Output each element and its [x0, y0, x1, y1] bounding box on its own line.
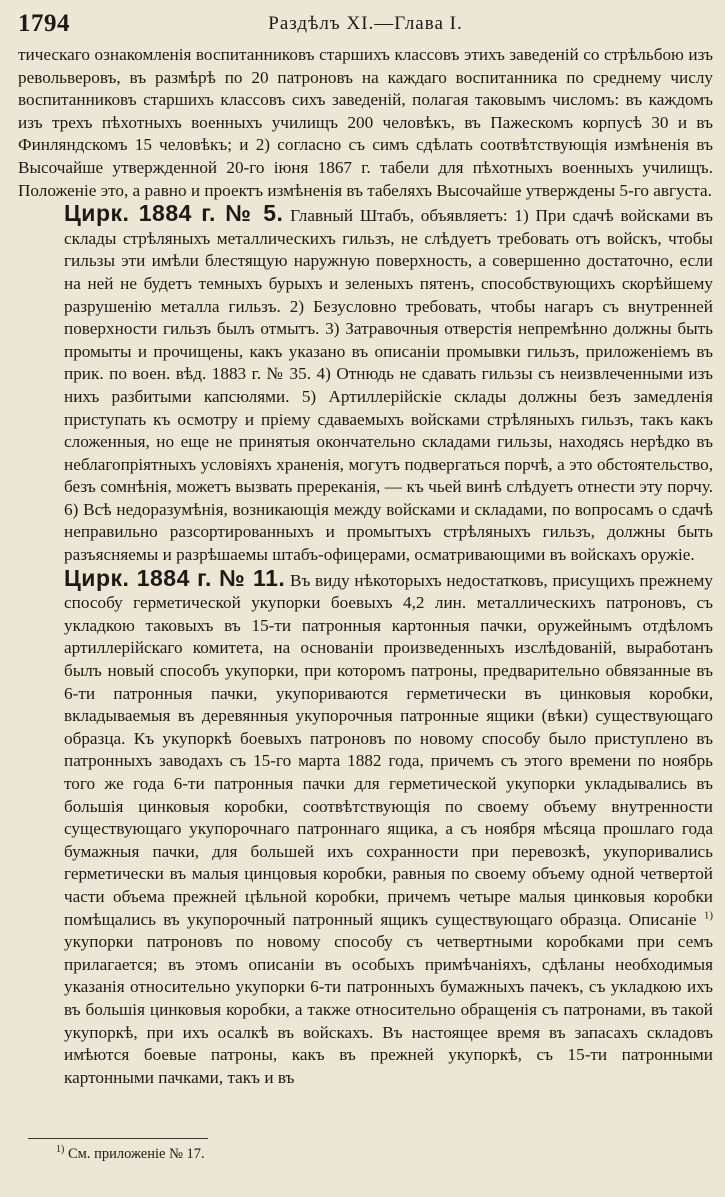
page-number: 1794: [18, 10, 70, 37]
body-text: [18, 44, 713, 1089]
footnote-text: См. приложеніе № 17.: [67, 1145, 205, 1162]
circular-11-text-part-1: Въ виду нѣкоторыхъ недостатковъ, присущихъ прежнему способу герметической укупорки боевыхъ 4,2 лин. металлическихъ патроновъ, съ укладкою таковыхъ въ 15-ти патронныя картонныя пачки, оружейнымъ отдѣломъ артиллерійскаго комитета, на основаніи произведенныхъ изслѣдованій, выработанъ былъ новый способъ укупорки, при которомъ патроны, предварительно обвязанные въ 6-ти патронныя пачки, укупориваются герметически въ цинковыя коробки, вкладываемыя въ деревянныя укупорочныя патронные ящики (вѣки) существующаго образца. Къ укупоркѣ боевыхъ патроновъ по новому способу было приступлено въ патронныхъ заводахъ съ 15-го марта 1882 года, причемъ съ этого времени по ноябрь того же года 6-ти патронныя пачки для герметической укупорки укладывались въ большія цинковыя коробки, соотвѣтствующія по своему объему внутренности существующаго укупорочнаго патроннаго ящика, а съ ноября мѣсяца прошлаго года бумажныя пачки, для большей ихъ сохранности при перевозкѣ, укупоривались герметически въ малыя цинцовыя коробки, равныя по своему объему одной четвертой части объема прежней цѣльной коробки, причемъ четыре малыя цинковыя коробки помѣщались въ укупорочный патронный ящикъ существующаго образца. Описаніе: [64, 570, 713, 929]
running-head: Раздѣлъ XI.—Глава I.: [268, 13, 463, 34]
footnote-divider: [28, 1138, 208, 1139]
circular-11-heading: Цирк. 1884 г. № 11.: [64, 564, 286, 591]
footnote-marker: 1): [56, 1144, 65, 1155]
circular-5-paragraph: [18, 202, 713, 567]
circular-5-heading: Цирк. 1884 г. № 5.: [64, 200, 284, 227]
circular-11-text-part-2: укупорки патроновъ по новому способу съ четвертными коробками при семъ прилагается; въ этомъ описаніи въ особыхъ примѣчаніяхъ, сдѣланы необходимыя указанія относительно укупорки 6-ти патронныхъ бумажныхъ пачекъ, съ укладкою ихъ въ большія цинковыя коробки, а также относительно обращенія съ патронами, въ такой укупоркѣ, при ихъ осалкѣ въ войскахъ. Въ настоящее время въ запасахъ складовъ имѣются боевые патроны, какъ въ прежней укупоркѣ, съ 15-ти патронными картонными пачками, такъ и въ: [64, 932, 713, 1087]
page-header: [18, 8, 713, 44]
circular-11-paragraph: [18, 564, 714, 1090]
circular-5-text: Главный Штабъ, объявляетъ: 1) При сдачѣ войсками въ склады стрѣляныхъ металлическихъ гильзъ, не слѣдуетъ требовать отъ войскъ, чтобы гильзы эти имѣли блестящую наружную поверхность, а совершенно достаточно, если на ней не будетъ темныхъ бурыхъ и зеленыхъ пятенъ, способствующихъ скорѣйшему разрушенію металла гильзъ. 2) Безусловно требовать, чтобы нагаръ съ внутренней поверхности гильзъ былъ отмытъ. 3) Затравочныя отверстія непремѣнно должны быть промыты и прочищены, какъ указано въ описаніи промывки гильзъ, приложеніемъ въ прик. по воен. вѣд. 1883 г. № 35. 4) Отнюдь не сдавать гильзы съ неизвлеченными изъ нихъ разбитыми капсюлями. 5) Артиллерійскіе склады должны безъ замедленія приступать къ осмотру и пріему сдаваемыхъ войсками стрѣляныхъ гильзъ, такъ какъ сложенныя, но еще не принятыя окончательно складами гильзы, находясь нерѣдко въ неблагопріятныхъ условіяхъ храненія, могутъ подвергаться порчѣ, а это обстоятельство, безъ сомнѣнія, можетъ вызвать пререканія, — къ чьей винѣ слѣдуетъ отнести эту порчу. 6) Всѣ недоразумѣнія, возникающія между войсками и складами, по вопросамъ о сдачѣ неправильно разсортированныхъ и промытыхъ стрѣляныхъ гильзъ, должны быть разъясняемы и разрѣшаемы штабъ-офицерами, осматривающими въ войскахъ оружіе.: [64, 206, 714, 565]
footnote: [56, 1144, 205, 1163]
intro-text: тическаго ознакомленія воспитанниковъ старшихъ классовъ этихъ заведеній со стрѣльбою изъ револьверовъ, въ размѣрѣ по 20 патроновъ на каждаго воспитанника по среднему числу воспитанниковъ старшихъ классовъ сихъ заведеній, полагая таковымъ числомъ: въ каждомъ изъ трехъ пѣхотныхъ военныхъ училищъ 200 человѣкъ, въ Пажескомъ корпусѣ 30 и въ Финляндскомъ 15 человѣкъ; и 2) согласно съ симъ сдѣлать соотвѣтствующія измѣненія въ Высочайше утвержденной 20-го іюня 1867 г. табели для пѣхотныхъ военныхъ училищъ. Положеніе это, а равно и проектъ измѣненія въ табеляхъ Высочайше утверждены 5-го августа.: [18, 45, 713, 200]
intro-paragraph: [18, 44, 713, 202]
footnote-reference[interactable]: 1): [703, 908, 714, 921]
